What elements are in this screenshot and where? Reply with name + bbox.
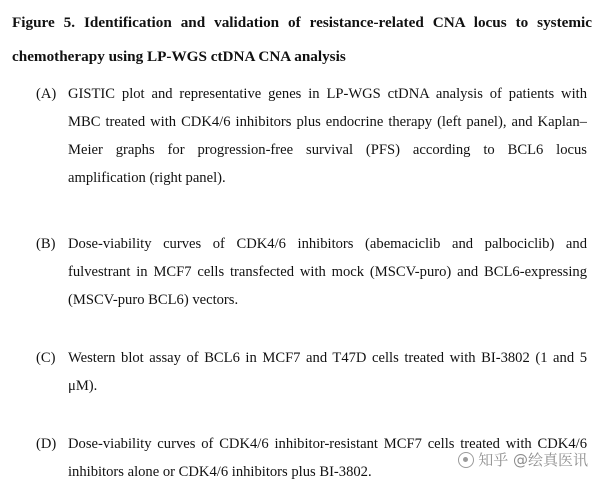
item-text	[68, 80, 587, 192]
item-tag: (C)	[36, 350, 56, 366]
caption-item-a	[36, 80, 587, 192]
item-line: Dose-viability curves of CDK4/6 inhibitor-resistant MCF7 cells treated with CDK4/6	[68, 436, 587, 452]
item-text	[68, 344, 587, 400]
item-line: Dose-viability curves of CDK4/6 inhibitors (abemaciclib and palbociclib) and	[68, 236, 587, 252]
item-tag: (A)	[36, 86, 57, 102]
item-line: Western blot assay of BCL6 in MCF7 and T47D cells treated with BI-3802 (1 and 5	[68, 350, 587, 366]
item-line: (MSCV-puro BCL6) vectors.	[68, 292, 239, 308]
item-line: Meier graphs for progression-free survival (PFS) according to BCL6 locus	[68, 142, 587, 158]
caption-item-c	[36, 344, 587, 400]
item-tag: (B)	[36, 236, 56, 252]
item-line: inhibitors alone or CDK4/6 inhibitors plus BI-3802.	[68, 464, 372, 480]
item-tag: (D)	[36, 436, 57, 452]
item-line: fulvestrant in MCF7 cells transfected with mock (MSCV-puro) and BCL6-expressing	[68, 264, 587, 280]
figure-title-line-2: chemotherapy using LP-WGS ctDNA CNA analysis	[12, 48, 346, 65]
item-text	[68, 230, 587, 314]
figure-caption-title	[12, 6, 592, 74]
item-line: μM).	[68, 378, 98, 394]
item-line: GISTIC plot and representative genes in LP-WGS ctDNA analysis of patients with	[68, 86, 587, 102]
item-line: amplification (right panel).	[68, 170, 226, 186]
watermark-logo-icon	[458, 452, 474, 468]
watermark	[458, 449, 588, 470]
caption-item-b	[36, 230, 587, 314]
item-line: MBC treated with CDK4/6 inhibitors plus endocrine therapy (left panel), and Kaplan–	[68, 114, 587, 130]
figure-title-line-1: Figure 5. Identification and validation of resistance-related CNA locus to systemic	[12, 14, 592, 31]
watermark-text: 知乎 @绘真医讯	[478, 451, 588, 469]
